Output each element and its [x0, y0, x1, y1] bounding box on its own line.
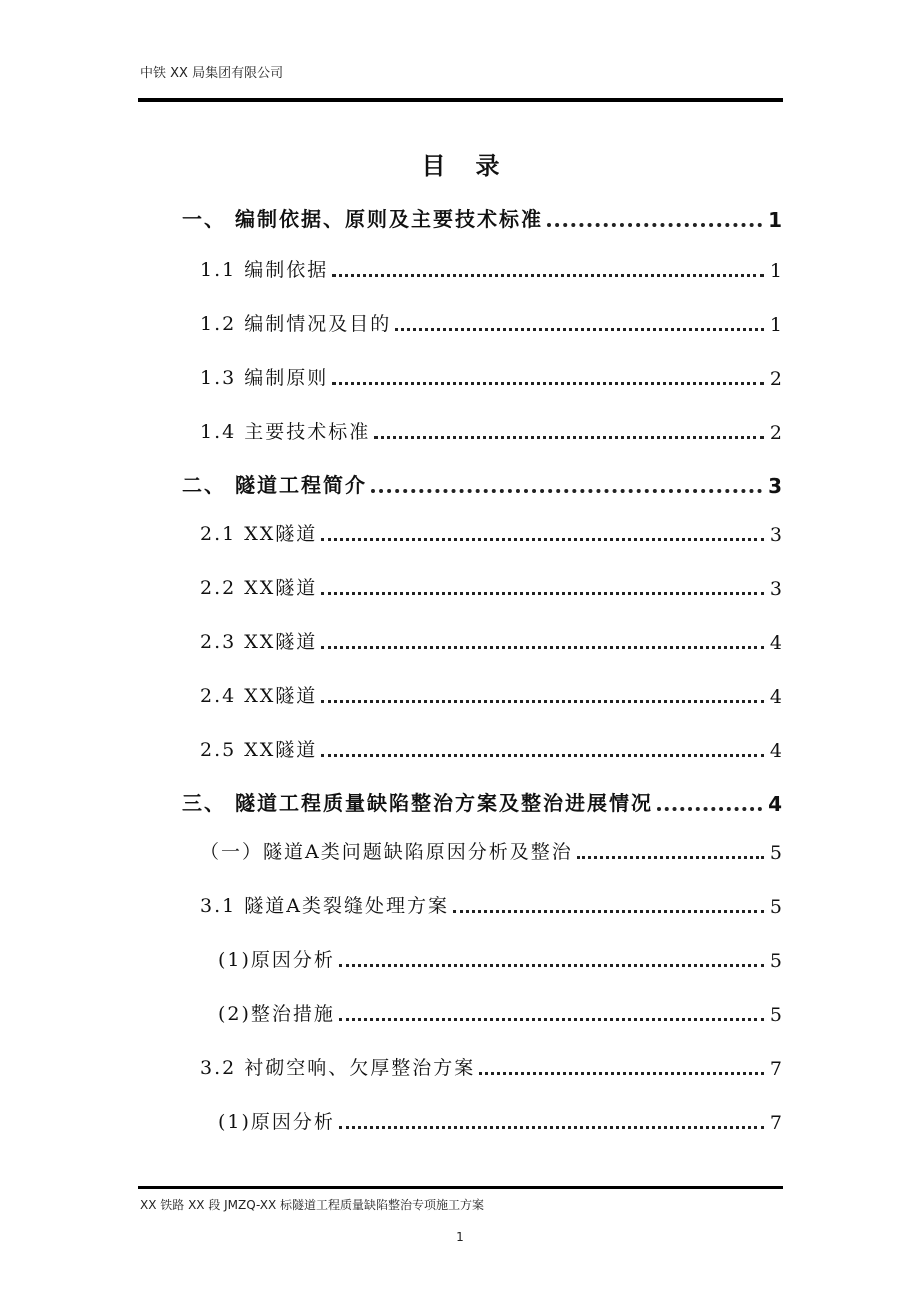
toc-entry[interactable]: [200, 412, 782, 444]
toc-leader-dots: [332, 376, 764, 385]
toc-entry-label: 2.4 XX隧道: [200, 685, 318, 707]
toc-entry-page: 4: [769, 632, 782, 654]
toc-entry[interactable]: [200, 622, 782, 654]
toc-entry-label: 2.1 XX隧道: [200, 523, 318, 545]
toc-entry[interactable]: [200, 832, 782, 864]
toc-leader-dots: [547, 217, 762, 227]
toc-entry-page: 5: [769, 950, 782, 972]
toc-entry[interactable]: [200, 304, 782, 336]
toc-entry-label: (1)原因分析: [218, 1111, 335, 1133]
toc-leader-dots: [321, 586, 764, 595]
toc-entry-page: 3: [768, 474, 782, 498]
toc-leader-dots: [453, 904, 764, 913]
toc-entry-label: 2.2 XX隧道: [200, 577, 318, 599]
toc-entry-label: (2)整治措施: [218, 1003, 335, 1025]
toc-leader-dots: [339, 958, 764, 967]
toc-leader-dots: [371, 483, 762, 493]
toc-leader-dots: [339, 1120, 764, 1129]
toc-entry-page: 5: [769, 842, 782, 864]
footer-rule: [138, 1186, 783, 1189]
toc-entry-page: 2: [769, 368, 782, 390]
toc-entry[interactable]: [200, 514, 782, 546]
toc-entry-label: 1.3 编制原则: [200, 367, 329, 389]
toc-entry-label: 2.3 XX隧道: [200, 631, 318, 653]
toc-entry[interactable]: [218, 994, 782, 1026]
header-rule: [138, 98, 783, 102]
toc-leader-dots: [321, 640, 764, 649]
toc-entry-label: 一、 编制依据、原则及主要技术标准: [182, 207, 543, 231]
toc-entry[interactable]: [200, 676, 782, 708]
toc-leader-dots: [479, 1066, 764, 1075]
toc-entry-page: 1: [769, 260, 782, 282]
toc-entry[interactable]: [182, 784, 782, 816]
toc-entry[interactable]: [200, 250, 782, 282]
toc-entry-label: 3.1 隧道A类裂缝处理方案: [200, 895, 449, 917]
toc-leader-dots: [395, 322, 764, 331]
toc-entry-page: 7: [769, 1058, 782, 1080]
toc-entry[interactable]: [200, 568, 782, 600]
toc-entry-page: 7: [769, 1112, 782, 1134]
toc-entry-page: 5: [769, 1004, 782, 1026]
toc-entry[interactable]: [200, 1048, 782, 1080]
toc-leader-dots: [577, 850, 764, 859]
toc-entry-label: 2.5 XX隧道: [200, 739, 318, 761]
toc-entry-label: 1.4 主要技术标准: [200, 421, 371, 443]
toc-entry[interactable]: [200, 886, 782, 918]
page-number: 1: [456, 1230, 464, 1244]
toc-entry-label: (1)原因分析: [218, 949, 335, 971]
toc-entry-page: 4: [768, 792, 782, 816]
toc-leader-dots: [339, 1012, 764, 1021]
toc-leader-dots: [321, 748, 764, 757]
toc-entry[interactable]: [218, 1102, 782, 1134]
toc-entry-page: 5: [769, 896, 782, 918]
header-company-name: 中铁 XX 局集团有限公司: [140, 66, 284, 81]
toc-leader-dots: [332, 268, 764, 277]
toc-entry-label: 二、 隧道工程简介: [182, 473, 367, 497]
toc-entry-page: 2: [769, 422, 782, 444]
toc-entry-label: 3.2 衬砌空响、欠厚整治方案: [200, 1057, 476, 1079]
toc-entry[interactable]: [182, 466, 782, 498]
toc-entry-page: 4: [769, 686, 782, 708]
toc-entry-page: 3: [769, 524, 782, 546]
toc-entry[interactable]: [218, 940, 782, 972]
toc-entry[interactable]: [200, 358, 782, 390]
toc-entry-label: 1.1 编制依据: [200, 259, 329, 281]
toc-entry-page: 4: [769, 740, 782, 762]
toc-leader-dots: [657, 801, 762, 811]
toc-entry[interactable]: [200, 730, 782, 762]
toc-entry-page: 1: [769, 314, 782, 336]
toc-entry-label: 三、 隧道工程质量缺陷整治方案及整治进展情况: [182, 791, 653, 815]
toc-entry-page: 3: [769, 578, 782, 600]
toc-title: 目录: [421, 152, 530, 180]
toc-leader-dots: [321, 532, 764, 541]
toc-entry[interactable]: [182, 200, 782, 232]
toc-leader-dots: [374, 430, 764, 439]
toc-leader-dots: [321, 694, 764, 703]
toc-entry-label: 1.2 编制情况及目的: [200, 313, 392, 335]
footer-document-title: XX 铁路 XX 段 JMZQ-XX 标隧道工程质量缺陷整治专项施工方案: [140, 1198, 485, 1212]
toc-entry-label: （一）隧道A类问题缺陷原因分析及整治: [200, 841, 573, 863]
toc-entry-page: 1: [768, 208, 782, 232]
